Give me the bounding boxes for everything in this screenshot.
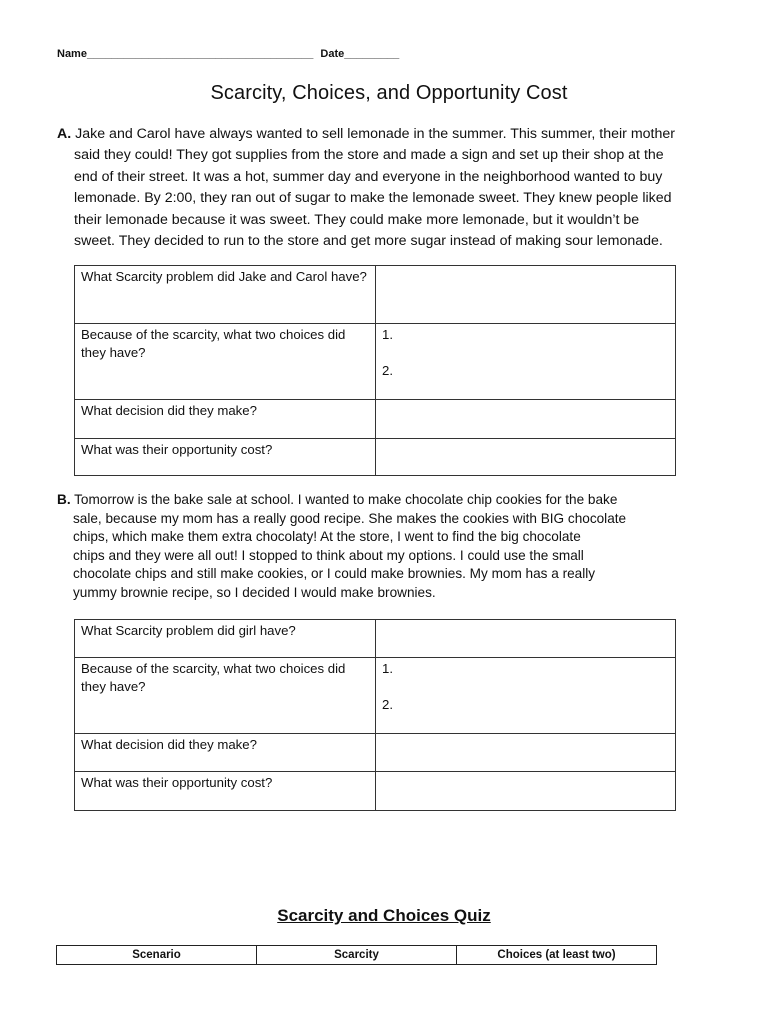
- page-title: Scarcity, Choices, and Opportunity Cost: [210, 82, 568, 104]
- answer-cell[interactable]: [376, 620, 676, 658]
- table-row: [75, 620, 676, 658]
- question-cell: What was their opportunity cost?: [75, 772, 376, 811]
- passage-line: sweet. They decided to run to the store and get more sugar instead of making sour lemonade.: [74, 233, 663, 250]
- passage-line: sale, because my mom has a really good recipe. She makes the cookies with BIG chocolate: [73, 510, 627, 526]
- quiz-header-scarcity: Scarcity: [257, 946, 457, 965]
- name-field-label[interactable]: Name_____________________________________: [57, 48, 314, 60]
- quiz-header-scenario: Scenario: [57, 946, 257, 965]
- choice-1-label: 1.: [382, 661, 393, 676]
- choice-2-label: 2.: [382, 363, 393, 378]
- choice-1-label: 1.: [382, 327, 393, 342]
- question-cell: What Scarcity problem did Jake and Carol have?: [75, 266, 376, 324]
- answer-cell[interactable]: [376, 772, 676, 811]
- section-b-passage: [57, 491, 626, 603]
- passage-line: said they could! They got supplies from the store and made a sign and set up their shop at the: [74, 147, 664, 164]
- passage-line: their lemonade because it was sweet. They could make more lemonade, but it wouldn’t be: [74, 211, 640, 228]
- quiz-table: [56, 945, 657, 965]
- quiz-header-choices: Choices (at least two): [457, 946, 657, 965]
- table-row: [75, 658, 676, 734]
- question-cell: What decision did they make?: [75, 400, 376, 439]
- passage-line: chocolate chips and still make cookies, or I could make brownies. My mom has a really: [73, 566, 596, 582]
- table-row: [75, 400, 676, 439]
- question-cell: What was their opportunity cost?: [75, 439, 376, 476]
- section-a-table: [74, 265, 676, 476]
- table-row: [75, 324, 676, 400]
- passage-line: chips and they were all out! I stopped to think about my options. I could use the small: [73, 547, 584, 563]
- passage-line: end of their street. It was a hot, summer day and everyone in the neighborhood wanted to buy: [74, 168, 663, 185]
- section-a-letter: A.: [57, 126, 72, 142]
- section-a-passage: [57, 124, 675, 252]
- table-row: [75, 734, 676, 772]
- passage-line: yummy brownie recipe, so I decided I would make brownies.: [73, 584, 436, 600]
- answer-cell[interactable]: [376, 658, 676, 734]
- answer-cell[interactable]: [376, 266, 676, 324]
- answer-cell[interactable]: [376, 734, 676, 772]
- answer-cell[interactable]: [376, 400, 676, 439]
- passage-line: Jake and Carol have always wanted to sell lemonade in the summer. This summer, their mother: [75, 126, 675, 142]
- question-cell: What decision did they make?: [75, 734, 376, 772]
- date-field-label[interactable]: Date_________: [320, 48, 400, 60]
- answer-cell[interactable]: [376, 439, 676, 476]
- header: [57, 48, 399, 60]
- table-row: [75, 439, 676, 476]
- section-b-table: [74, 619, 676, 811]
- table-row: [75, 266, 676, 324]
- quiz-header-row: [57, 946, 657, 965]
- quiz-title: Scarcity and Choices Quiz: [277, 906, 491, 925]
- section-b-letter: B.: [57, 492, 71, 507]
- passage-line: Tomorrow is the bake sale at school. I wanted to make chocolate chip cookies for the bake: [74, 492, 618, 507]
- question-cell: Because of the scarcity, what two choices did they have?: [75, 324, 376, 400]
- question-cell: What Scarcity problem did girl have?: [75, 620, 376, 658]
- question-cell: Because of the scarcity, what two choices did they have?: [75, 658, 376, 734]
- passage-line: lemonade. By 2:00, they ran out of sugar to make the lemonade sweet. They knew people liked: [74, 190, 672, 207]
- answer-cell[interactable]: [376, 324, 676, 400]
- choice-2-label: 2.: [382, 697, 393, 712]
- passage-line: chips, which make them extra chocolaty! At the store, I went to find the big chocolate: [73, 529, 581, 545]
- table-row: [75, 772, 676, 811]
